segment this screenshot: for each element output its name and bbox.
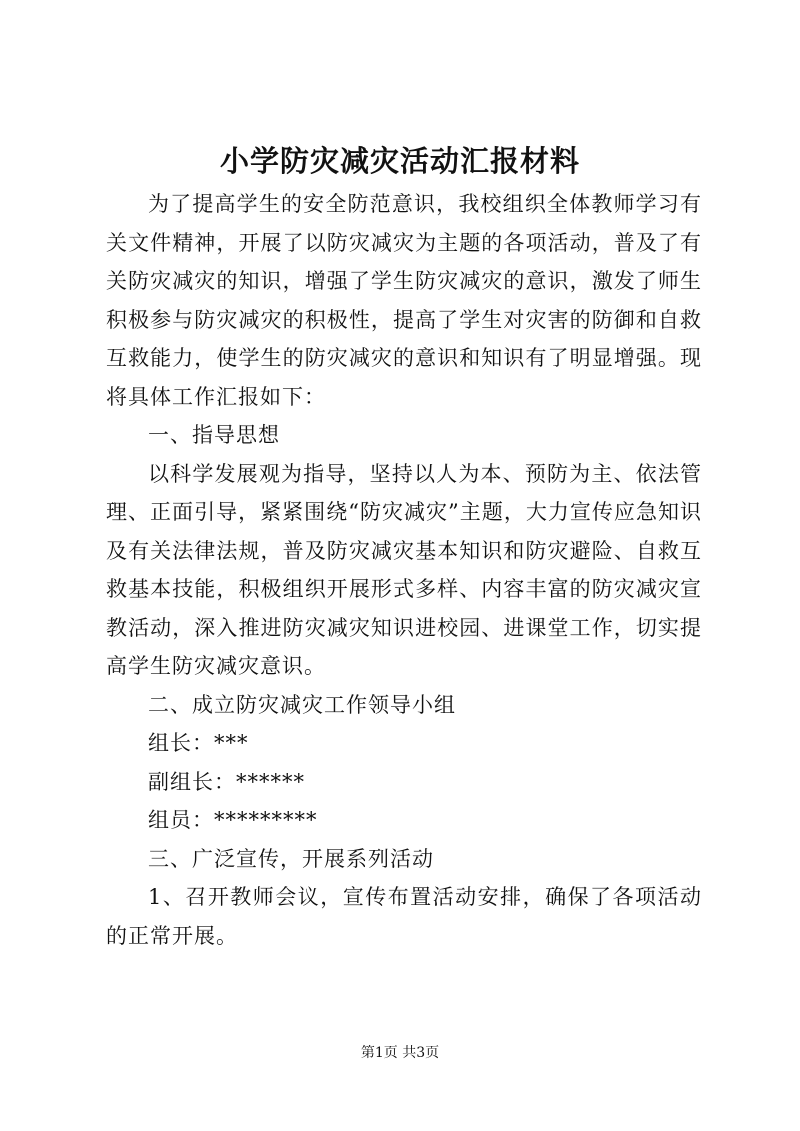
section-heading-leadership-group: 二、成立防灾减灾工作领导小组 xyxy=(148,692,456,717)
document-body xyxy=(106,185,702,955)
intro-paragraph: 为了提高学生的安全防范意识，我校组织全体教师学习有关文件精神，开展了以防灾减灾为主题的各项活动，普及了有关防灾减灾的知识，增强了学生防灾减灾的意识，激发了师生积极参与防灾减灾的积极性，提高了学生对灾害的防御和自救互救能力，使学生的防灾减灾的意识和知识有了明显增强。现将具体工作汇报如下： xyxy=(106,192,702,409)
section-heading-publicity: 三、广泛宣传，开展系列活动 xyxy=(148,846,434,871)
section-heading-guiding-ideology: 一、指导思想 xyxy=(148,423,280,447)
group-leader-line: 组长：*** xyxy=(148,731,249,755)
item-1-paragraph: 1、召开教师会议，宣传布置活动安排，确保了各项活动的正常开展。 xyxy=(106,885,702,948)
members-line: 组员：********* xyxy=(148,808,318,832)
deputy-leader-line: 副组长：****** xyxy=(148,769,305,794)
guiding-ideology-paragraph: 以科学发展观为指导，坚持以人为本、预防为主、依法管理、正面引导，紧紧围绕“防灾减灾”主题，大力宣传应急知识及有关法律法规，普及防灾减灾基本知识和防灾避险、自救互救基本技能，积极组织开展形式多样、内容丰富的防灾减灾宣教活动，深入推进防灾减灾知识进校园、进课堂工作，切实提高学生防灾减灾意识。 xyxy=(106,461,702,678)
document-title: 小学防灾减灾活动汇报材料 xyxy=(219,144,580,178)
page-footer: 第1页 共3页 xyxy=(360,1045,440,1061)
